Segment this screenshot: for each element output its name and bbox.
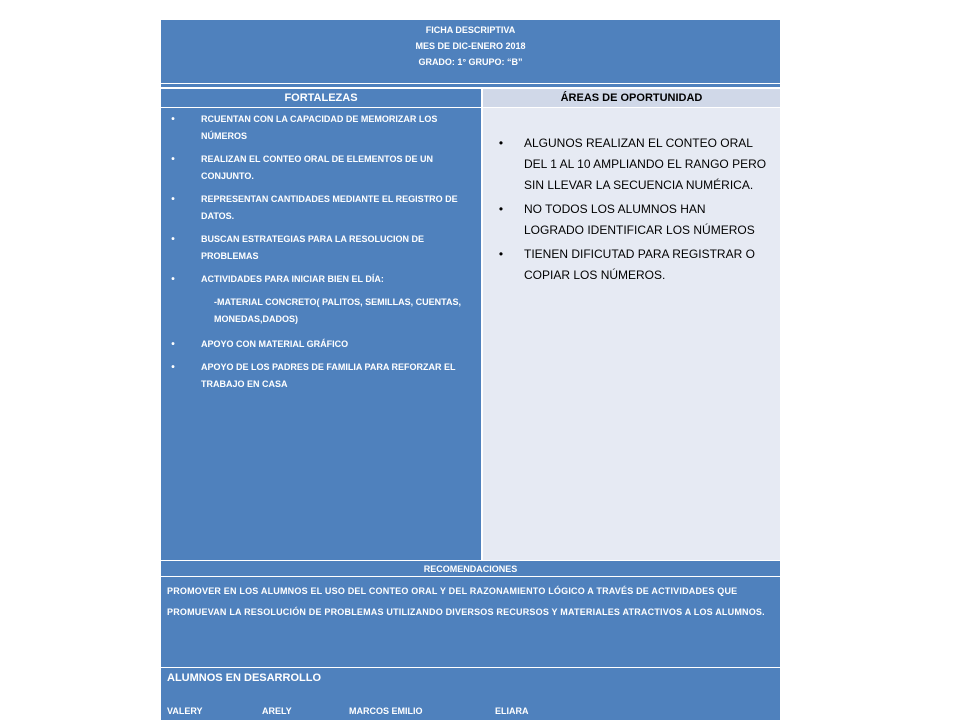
areas-cell: [483, 107, 780, 560]
materials-sub-item: -MATERIAL CONCRETO( PALITOS, SEMILLAS, CUENTAS, MONEDAS,DADOS): [214, 297, 462, 324]
list-item: • BUSCAN ESTRATEGIAS PARA LA RESOLUCION DE PROBLEMAS: [161, 231, 471, 265]
student-name: MARCOS EMILIO: [349, 706, 423, 716]
bullet-icon: •: [171, 154, 175, 165]
bullet-icon: •: [171, 234, 175, 245]
column-header-areas: ÁREAS DE OPORTUNIDAD: [483, 89, 780, 107]
fortalezas-list-continued: [161, 336, 481, 393]
header-month: MES DE DIC-ENERO 2018: [415, 41, 526, 51]
bullet-icon: •: [171, 114, 175, 125]
list-item: • TIENEN DIFICUTAD PARA REGISTRAR O COPIAR LOS NÚMEROS.: [483, 244, 768, 286]
bullet-icon: •: [171, 339, 175, 350]
list-item: • NO TODOS LOS ALUMNOS HAN LOGRADO IDENTIFICAR LOS NÚMEROS: [483, 199, 768, 241]
header-grade: GRADO: 1° GRUPO: “B”: [418, 57, 523, 67]
list-item: • REPRESENTAN CANTIDADES MEDIANTE EL REGISTRO DE DATOS.: [161, 191, 471, 225]
bullet-icon: •: [498, 247, 504, 261]
list-item: • RCUENTAN CON LA CAPACIDAD DE MEMORIZAR LOS NÚMEROS: [161, 111, 471, 145]
recomendaciones-text: PROMOVER EN LOS ALUMNOS EL USO DEL CONTEO ORAL Y DEL RAZONAMIENTO LÓGICO A TRAVÉS DE ACTIVIDADES QUE PROMUEVAN LA RESOLUCIÓN DE PROBLEMAS UTILIZANDO DIVERSOS RECURSOS Y MATERIALES ATRACTIVOS A LOS ALUMNOS.: [167, 586, 765, 617]
alumnos-cell: [161, 668, 780, 720]
ficha-descriptiva-table: [161, 20, 780, 720]
areas-list: [483, 108, 780, 286]
list-item: • ALGUNOS REALIZAN EL CONTEO ORAL DEL 1 AL 10 AMPLIANDO EL RANGO PERO SIN LLEVAR LA SECUENCIA NUMÉRICA.: [483, 133, 768, 196]
list-item: • APOYO DE LOS PADRES DE FAMILIA PARA REFORZAR EL TRABAJO EN CASA: [161, 359, 471, 393]
bullet-icon: •: [498, 202, 504, 216]
bullet-icon: •: [171, 274, 175, 285]
fortalezas-list: [161, 108, 481, 288]
list-item: • REALIZAN EL CONTEO ORAL DE ELEMENTOS DE UN CONJUNTO.: [161, 151, 471, 185]
list-item: • ACTIVIDADES PARA INICIAR BIEN EL DÍA:: [161, 271, 471, 288]
fortalezas-cell: [161, 107, 483, 560]
alumnos-title: ALUMNOS EN DESARROLLO: [167, 672, 321, 684]
header-cell: [161, 20, 780, 84]
bullet-icon: •: [171, 194, 175, 205]
header-title: FICHA DESCRIPTIVA: [425, 25, 516, 35]
student-name: ARELY: [262, 706, 292, 716]
student-name: ELIARA: [495, 706, 529, 716]
column-header-fortalezas: FORTALEZAS: [161, 89, 483, 107]
separator-row: [161, 84, 780, 88]
recomendaciones-cell: [161, 577, 780, 668]
recomendaciones-header: RECOMENDACIONES: [161, 560, 780, 577]
list-item: • APOYO CON MATERIAL GRÁFICO: [161, 336, 471, 353]
bullet-icon: •: [171, 362, 175, 373]
student-name: VALERY: [167, 706, 203, 716]
bullet-icon: •: [498, 136, 504, 150]
